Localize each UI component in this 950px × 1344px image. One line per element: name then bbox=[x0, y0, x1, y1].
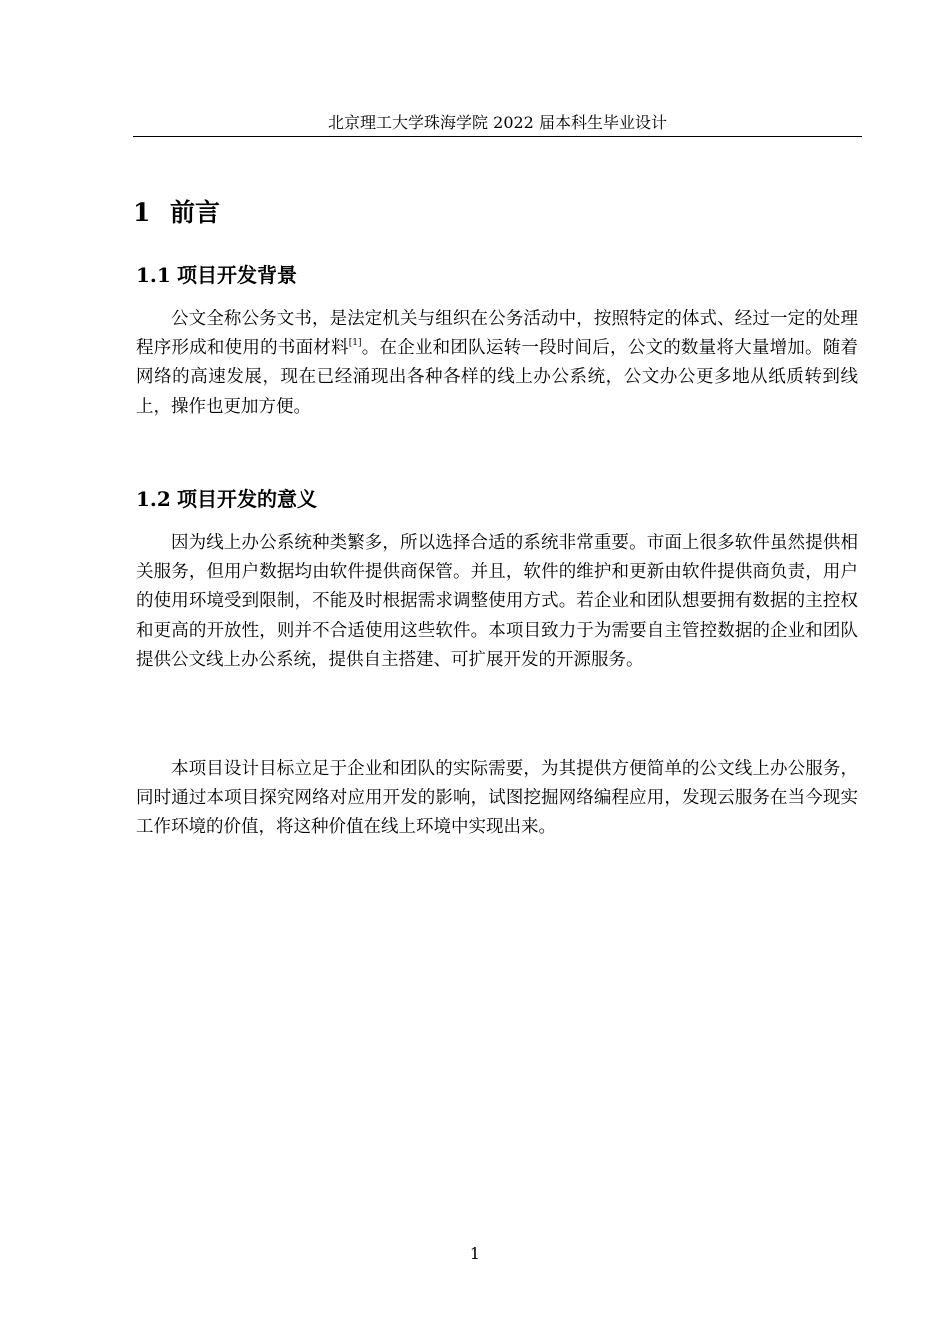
paragraph-significance-2: 本项目设计目标立足于企业和团队的实际需要，为其提供方便简单的公文线上办公服务，同时通过本项目探究网络对应用开发的影响，试图挖掘网络编程应用，发现云服务在当今现实工作环境的价值，将这种价值在线上环境中实现出来。 bbox=[136, 759, 858, 838]
section-number: 1.1 bbox=[136, 263, 171, 287]
chapter-title bbox=[133, 196, 220, 230]
citation-ref: [1] bbox=[348, 338, 362, 349]
paragraph-significance-1: 因为线上办公系统种类繁多，所以选择合适的系统非常重要。市面上很多软件虽然提供相关服务，但用户数据均由软件提供商保管。并且，软件的维护和更新由软件提供商负责，用户的使用环境受到限制，不能及时根据需求调整使用方式。若企业和团队想要拥有数据的主控权和更高的开放性，则并不合适使用这些软件。本项目致力于为需要自主管控数据的企业和团队提供公文线上办公系统，提供自主搭建、可扩展开发的开源服务。 bbox=[136, 533, 858, 670]
section-title-1-1 bbox=[136, 261, 297, 289]
section-heading: 项目开发背景 bbox=[177, 263, 297, 287]
section-title-1-2 bbox=[136, 485, 317, 513]
paragraph-background bbox=[136, 305, 858, 422]
page-header: 北京理工大学珠海学院 2022 届本科生毕业设计 bbox=[328, 113, 667, 132]
paragraph-text: 公文全称公务文书，是法定机关与组织在公务活动中，按照特定的体式、经过一定的处理程序形成和使用的书面材料 bbox=[136, 309, 858, 359]
section-heading: 项目开发的意义 bbox=[177, 487, 317, 511]
chapter-number: 1 bbox=[133, 198, 151, 227]
chapter-heading: 前言 bbox=[170, 198, 221, 227]
page-number: 1 bbox=[469, 1244, 481, 1263]
paragraph-text: 。在企业和团队运转一段时间后，公文的数量将大量增加。随着网络的高速发展，现在已经涌现出各种各样的线上办公系统，公文办公更多地从纸质转到线上，操作也更加方便。 bbox=[136, 338, 859, 417]
header-rule bbox=[133, 136, 862, 137]
section-number: 1.2 bbox=[136, 487, 171, 511]
